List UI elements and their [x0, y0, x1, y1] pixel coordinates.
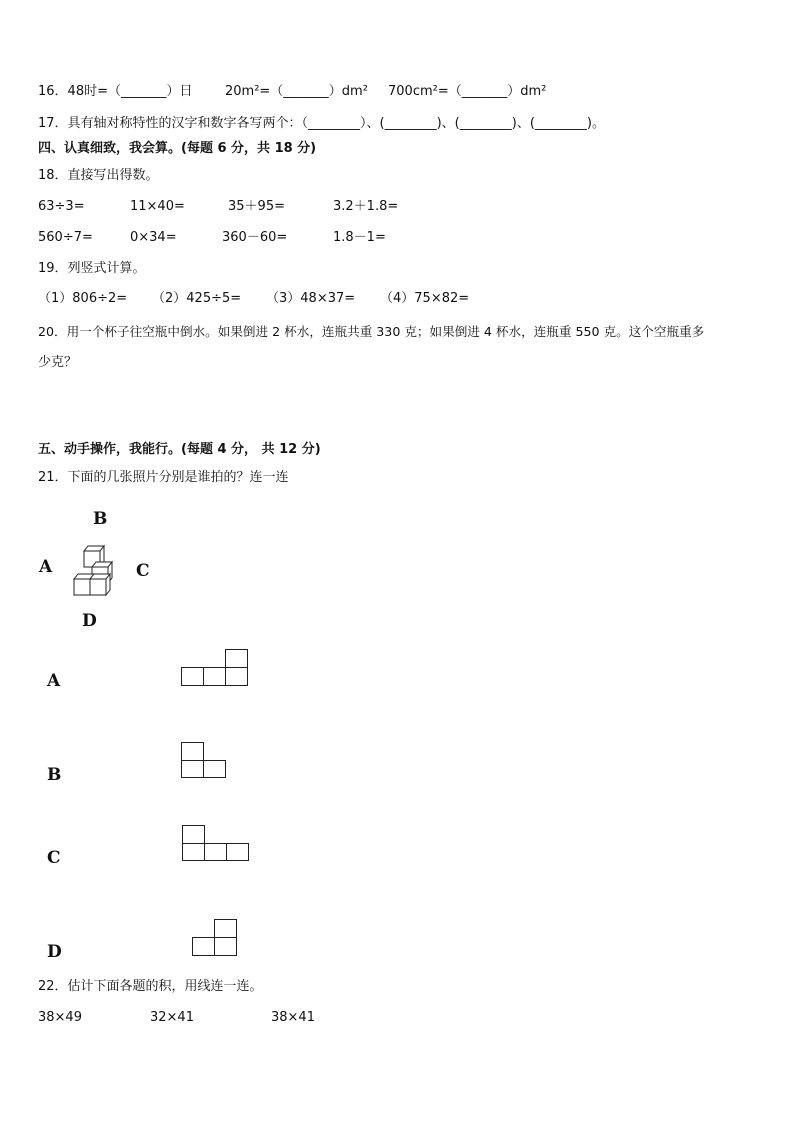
- view-label-b: B: [47, 765, 62, 785]
- q16-part-c: 700cm²=（_______）dm²: [388, 84, 547, 99]
- q20-line2: 少克？: [38, 355, 78, 370]
- q18-row1-item4: 3.2＋1.8=: [333, 199, 399, 214]
- q19-item3: （3）48×37=: [266, 291, 356, 306]
- direction-label-b: B: [93, 509, 108, 529]
- q16-part-b: 20m²=（_______）dm²: [225, 84, 368, 99]
- q18-row2-item4: 1.8－1=: [333, 230, 386, 245]
- q22-item1: 38×49: [38, 1010, 82, 1025]
- q19-item1: （1）806÷2=: [38, 291, 128, 306]
- q19-title: 19．列竖式计算。: [38, 261, 146, 276]
- q22-item3: 38×41: [271, 1010, 315, 1025]
- q18-row1-item1: 63÷3=: [38, 199, 85, 214]
- q17-text: 17．具有轴对称特性的汉字和数字各写两个：（________）、(________)、(________)、(________)。: [38, 116, 605, 131]
- q18-row2-item3: 360－60=: [222, 230, 288, 245]
- view-label-a: A: [47, 671, 61, 691]
- section5-heading: 五、动手操作，我能行。(每题 4 分， 共 12 分): [38, 442, 321, 457]
- q18-row2-item2: 0×34=: [130, 230, 177, 245]
- q16-part-a: 16．48时=（_______）日: [38, 84, 193, 99]
- q18-row2-item1: 560÷7=: [38, 230, 93, 245]
- q18-title: 18．直接写出得数。: [38, 168, 159, 183]
- section4-heading: 四、认真细致，我会算。(每题 6 分，共 18 分): [38, 141, 317, 156]
- q19-item2: （2）425÷5=: [152, 291, 242, 306]
- q18-row1-item2: 11×40=: [130, 199, 185, 214]
- q22-title: 22．估计下面各题的积，用线连一连。: [38, 979, 263, 994]
- q20-line1: 20．用一个杯子往空瓶中倒水。如果倒进 2 杯水，连瓶共重 330 克；如果倒进 4 杯水，连瓶重 550 克。这个空瓶重多: [38, 324, 705, 339]
- q18-row1-item3: 35＋95=: [228, 199, 285, 214]
- q21-title: 21．下面的几张照片分别是谁拍的？连一连: [38, 470, 289, 485]
- view-label-d: D: [47, 942, 62, 962]
- cube-stack-figure: [70, 541, 122, 597]
- direction-label-a: A: [39, 557, 53, 577]
- q22-item2: 32×41: [150, 1010, 194, 1025]
- q19-item4: （4）75×82=: [380, 291, 470, 306]
- view-label-c: C: [47, 848, 61, 868]
- direction-label-c: C: [136, 561, 150, 581]
- direction-label-d: D: [82, 611, 97, 631]
